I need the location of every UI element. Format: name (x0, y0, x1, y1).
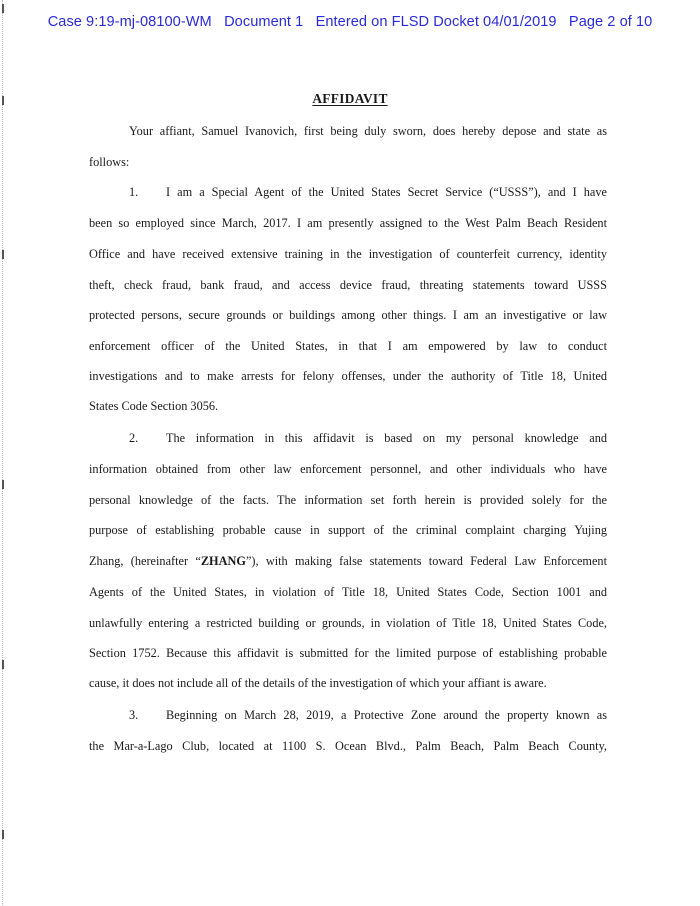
paragraph-text: ”), with making false statements toward Federal Law Enforcement (245, 554, 607, 568)
paragraph-number: 3. (129, 708, 139, 722)
paragraph-text: Zhang, (hereinafter “ (89, 554, 201, 568)
page-number: Page 2 of 10 (568, 14, 653, 30)
paragraph-2-first-line (129, 432, 607, 444)
docket-entry: Entered on FLSD Docket 04/01/2019 (315, 14, 557, 30)
paragraph-line: unlawfully entering a restricted building or grounds, in violation of Title 18, United States Code, (89, 616, 607, 630)
paragraph-line: investigations and to make arrests for felony offenses, under the authority of Title 18, United (89, 369, 607, 383)
defendant-name: ZHANG (200, 554, 246, 568)
paragraph-line: been so employed since March, 2017. I am presently assigned to the West Palm Beach Resident (89, 216, 607, 230)
docket-header (0, 14, 700, 30)
paragraph-line-with-name (89, 555, 607, 567)
paragraph-text: Beginning on March 28, 2019, a Protective Zone around the property known as (166, 708, 607, 722)
paragraph-text: I am a Special Agent of the United States Secret Service (“USSS”), and I have (166, 185, 607, 199)
paragraph-line: Office and have received extensive training in the investigation of counterfeit currency, identity (89, 247, 607, 261)
document-title: AFFIDAVIT (312, 91, 388, 106)
paragraph-line: information obtained from other law enforcement personnel, and other individuals who have (89, 462, 607, 476)
scan-edge-marks (2, 0, 6, 906)
intro-line: follows: (89, 155, 130, 169)
paragraph-text: The information in this affidavit is based on my personal knowledge and (166, 431, 607, 445)
paragraph-line: purpose of establishing probable cause in support of the criminal complaint charging Yujing (89, 523, 607, 537)
case-number: Case 9:19-mj-08100-WM (47, 14, 212, 30)
paragraph-line: Agents of the United States, in violation of Title 18, United States Code, Section 1001 and (89, 585, 607, 599)
document-number: Document 1 (224, 14, 304, 30)
paragraph-number: 1. (129, 185, 139, 199)
paragraph-number: 2. (129, 431, 139, 445)
paragraph-line: protected persons, secure grounds or buildings among other things. I am an investigative or law (89, 308, 607, 322)
paragraph-line: theft, check fraud, bank fraud, and access device fraud, threating statements toward USSS (89, 278, 607, 292)
paragraph-line: personal knowledge of the facts. The information set forth herein is provided solely for the (89, 493, 607, 507)
paragraph-line: Section 1752. Because this affidavit is submitted for the limited purpose of establishing probable (89, 646, 607, 660)
paragraph-line: cause, it does not include all of the details of the investigation of which your affiant is aware. (89, 676, 547, 690)
intro-line: Your affiant, Samuel Ivanovich, first being duly sworn, does hereby depose and state as (129, 124, 607, 138)
paragraph-line: States Code Section 3056. (89, 399, 219, 413)
paragraph-line: enforcement officer of the United States, in that I am empowered by law to conduct (89, 339, 607, 353)
paragraph-1-first-line (129, 186, 607, 198)
paragraph-line: the Mar-a-Lago Club, located at 1100 S. Ocean Blvd., Palm Beach, Palm Beach County, (89, 739, 607, 753)
paragraph-3-first-line (129, 709, 607, 721)
